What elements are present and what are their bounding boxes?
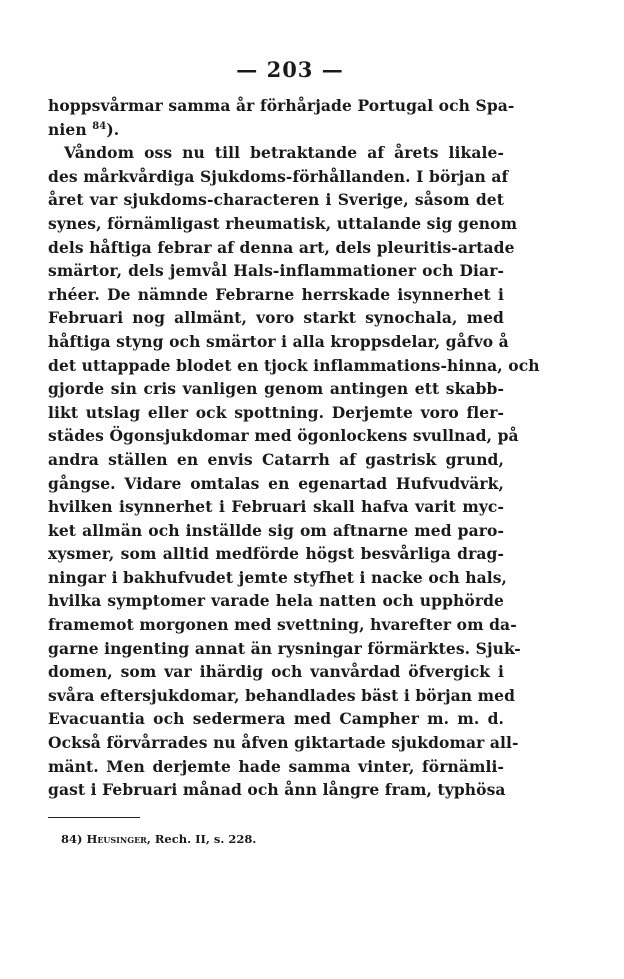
- text-line: xysmer, som alltid medförde högst besvårliga drag-: [48, 544, 504, 564]
- text-line: framemot morgonen med svettning, hvarefter om da-: [48, 615, 517, 635]
- text-line: likt utslag eller ock spottning. Derjemte voro fler-: [48, 402, 504, 422]
- text-line: Februari nog allmänt, voro starkt synochala, med: [48, 308, 504, 328]
- text-line: ningar i bakhufvudet jemte styfhet i nacke och hals,: [48, 567, 508, 587]
- footnote: [61, 832, 256, 846]
- text-line: gjorde sin cris vanligen genom antingen ett skabb-: [48, 379, 504, 399]
- text-line: gångse. Vidare omtalas en egenartad Hufvudvärk,: [48, 473, 504, 493]
- text-line: dels håftiga febrar af denna art, dels pleuritis-artade: [48, 237, 515, 257]
- text-line: des mårkvårdiga Sjukdoms-förhållanden. I början af: [48, 166, 509, 186]
- text-line: gast i Februari månad och ånn långre fram, typhösa: [48, 780, 506, 800]
- text-line: hvilken isynnerhet i Februari skall hafva varit myc-: [48, 497, 504, 517]
- body-text: [48, 94, 540, 802]
- text-line: svåra eftersjukdomar, behandlades bäst i början med: [48, 685, 516, 705]
- page-number: — 203 —: [236, 57, 344, 82]
- text-line: året var sjukdoms-characteren i Sverige, såsom det: [48, 190, 504, 210]
- text-line: Evacuantia och sedermera med Campher m. m. d.: [48, 709, 504, 729]
- footnote-reference: Rech. II, s. 228.: [154, 832, 257, 846]
- text-line: håftiga styng och smärtor i alla kroppsdelar, gåfvo å: [48, 331, 509, 351]
- text-line: det uttappade blodet en tjock inflammations-hinna, och: [48, 355, 540, 375]
- footnote-number: 84): [61, 832, 83, 846]
- text-line: garne ingenting annat än rysningar förmärktes. Sjuk-: [48, 638, 521, 658]
- text-line: hvilka symptomer varade hela natten och upphörde: [48, 591, 504, 611]
- text-line: städes Ögonsjukdomar med ögonlockens svullnad, på: [48, 426, 519, 446]
- text-line: mänt. Men derjemte hade samma vinter, förnämli-: [48, 756, 504, 776]
- footnote-author: Heusinger,: [86, 832, 151, 846]
- text-line: Också förvårrades nu åfven giktartade sjukdomar all-: [48, 733, 519, 753]
- text-line: Våndom oss nu till betraktande af årets likale-: [64, 143, 504, 163]
- footnote-divider: [48, 817, 140, 818]
- text-line: domen, som var ihärdig och vanvårdad öfvergick i: [48, 662, 504, 682]
- text-line: hoppsvårmar samma år förhårjade Portugal och Spa-: [48, 96, 515, 115]
- text-line: synes, förnämligast rheumatisk, uttalande sig genom: [48, 213, 518, 233]
- text-line: nien $^{84}$).: [48, 119, 120, 139]
- footnote-marker: 84: [92, 120, 107, 132]
- text-line: andra ställen en envis Catarrh af gastrisk grund,: [48, 449, 504, 469]
- text-line: ket allmän och inställde sig om aftnarne med paro-: [48, 520, 504, 540]
- text-line: smärtor, dels jemvål Hals-inflammationer och Diar-: [48, 261, 504, 281]
- text-line: rhéer. De nämnde Febrarne herrskade isynnerhet i: [48, 284, 504, 304]
